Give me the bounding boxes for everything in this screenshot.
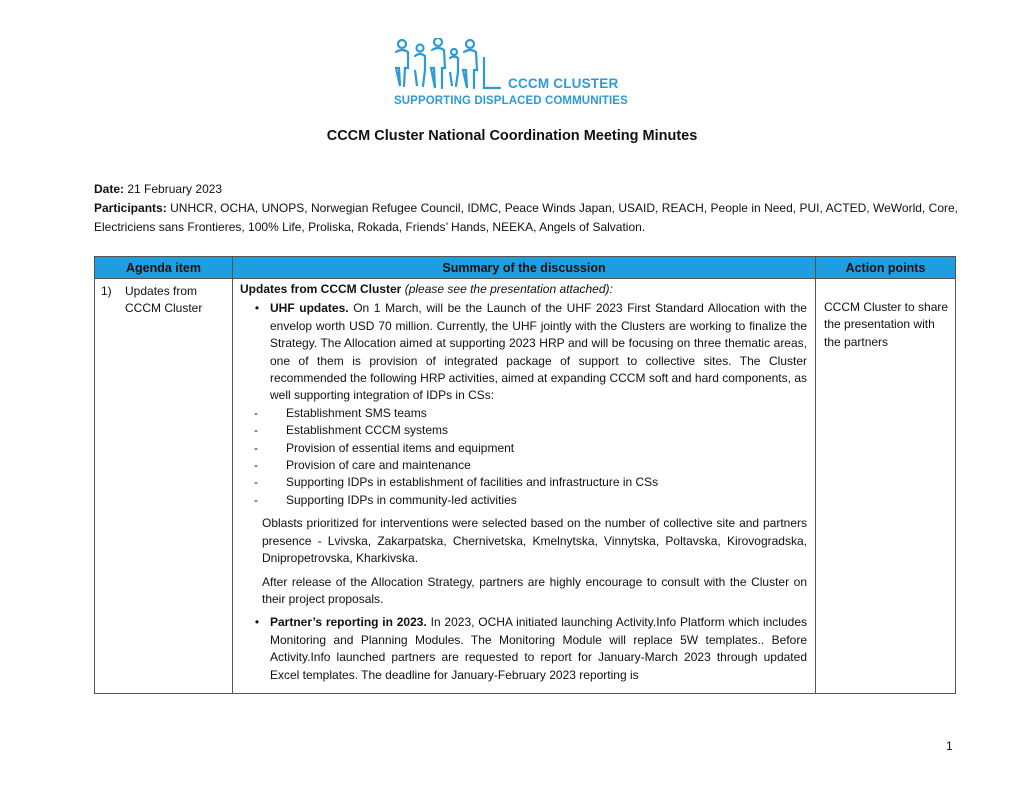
bullet-title: UHF updates. (270, 301, 349, 316)
summary-heading-title: Updates from CCCM Cluster (240, 282, 402, 296)
action-cell (816, 279, 956, 694)
agenda-number: 1) (101, 284, 112, 298)
summary-heading-note: (please see the presentation attached): (404, 282, 613, 296)
table-header-row (95, 257, 956, 279)
oblasts-paragraph: Oblasts prioritized for interventions were selected based on the number of collective site and partners presence - Lvivska, Zakarpatska, Chernivetska, Kmelnytska, Vinnytska, Poltavska, Kirovogradska, Dnipropetrovska, Kharkivska. (262, 516, 807, 566)
allocation-paragraph: After release of the Allocation Strategy, partners are highly encourage to consult with the Cluster on their project proposals. (262, 574, 807, 606)
list-item: - Establishment CCCM systems (240, 422, 807, 439)
activity-text: Supporting IDPs in community-led activities (286, 492, 517, 507)
date-value: 21 February 2023 (127, 182, 223, 196)
logo-tagline: SUPPORTING DISPLACED COMMUNITIES (394, 95, 628, 107)
participants-label: Participants: (94, 201, 167, 215)
cccm-cluster-logo (392, 38, 628, 112)
page-number: 1 (946, 739, 953, 753)
logo-title: CCCM CLUSTER (508, 76, 619, 91)
list-item: - Supporting IDPs in community-led activities (240, 492, 807, 509)
minutes-table (94, 256, 956, 694)
activity-text: Establishment CCCM systems (286, 423, 449, 438)
bullet-icon: • (254, 615, 260, 630)
list-item: - Provision of care and maintenance (240, 457, 807, 474)
bullet-icon: • (254, 301, 260, 316)
document-title: CCCM Cluster National Coordination Meeting Minutes (326, 128, 698, 144)
bullet-title: Partner’s reporting in 2023. (270, 615, 427, 630)
agenda-text: Updates from CCCM Cluster (125, 284, 203, 315)
action-text: CCCM Cluster to share the presentation with the partners (824, 300, 949, 349)
list-item: - Supporting IDPs in establishment of facilities and infrastructure in CSs (240, 474, 807, 491)
header-summary: Summary of the discussion (233, 257, 816, 279)
list-item: - Establishment SMS teams (240, 405, 807, 422)
header-action-points: Action points (816, 257, 956, 279)
activity-text: Supporting IDPs in establishment of facilities and infrastructure in CSs (286, 475, 659, 490)
activity-text: Provision of care and maintenance (286, 458, 471, 473)
date-label: Date: (94, 182, 125, 196)
activity-text: Establishment SMS teams (286, 405, 427, 420)
participants-value: UNHCR, OCHA, UNOPS, Norwegian Refugee Council, IDMC, Peace Winds Japan, USAID, REACH, People in Need, PUI, ACTED, WeWorld, Core, Electriciens sans Frontieres, 100% Life, Proliska, Rokada, Friends’ Hands, NEEKA, Angels of Salvation. (94, 201, 958, 234)
activity-text: Provision of essential items and equipment (286, 440, 515, 455)
summary-cell (233, 279, 816, 694)
participants (94, 199, 958, 237)
bullet-text: On 1 March, will be the Launch of the UHF 2023 First Standard Allocation with the envelop worth USD 70 million. Currently, the UHF jointly with the Clusters are working to finalize the Strategy. The Allocation aimed at supporting 2023 HRP and will be focusing on three thematic areas, one of them is provision of integrated package of support to collective sites. The Cluster recommended the following HRP activities, aimed at expanding CCCM soft and hard components, as well supporting integration of IDPs in CSs: (270, 301, 807, 403)
bullet-partner-reporting (240, 614, 807, 684)
bullet-text: In 2023, OCHA initiated launching Activity.Info Platform which includes Monitoring and Planning Modules. The Monitoring Module will replace 5W templates.. Before Activity.Info launched partners are requested to report for January-March 2023 through updated Excel templates. The deadline for January-February 2023 reporting is (270, 615, 807, 682)
list-item: - Provision of essential items and equipment (240, 440, 807, 457)
people-figures-icon (392, 38, 508, 94)
summary-heading (240, 281, 807, 298)
bullet-uhf-updates (240, 300, 807, 404)
table-row (95, 279, 956, 694)
meeting-date (94, 180, 958, 199)
header-agenda-item: Agenda item (95, 257, 233, 279)
agenda-cell (95, 279, 233, 694)
